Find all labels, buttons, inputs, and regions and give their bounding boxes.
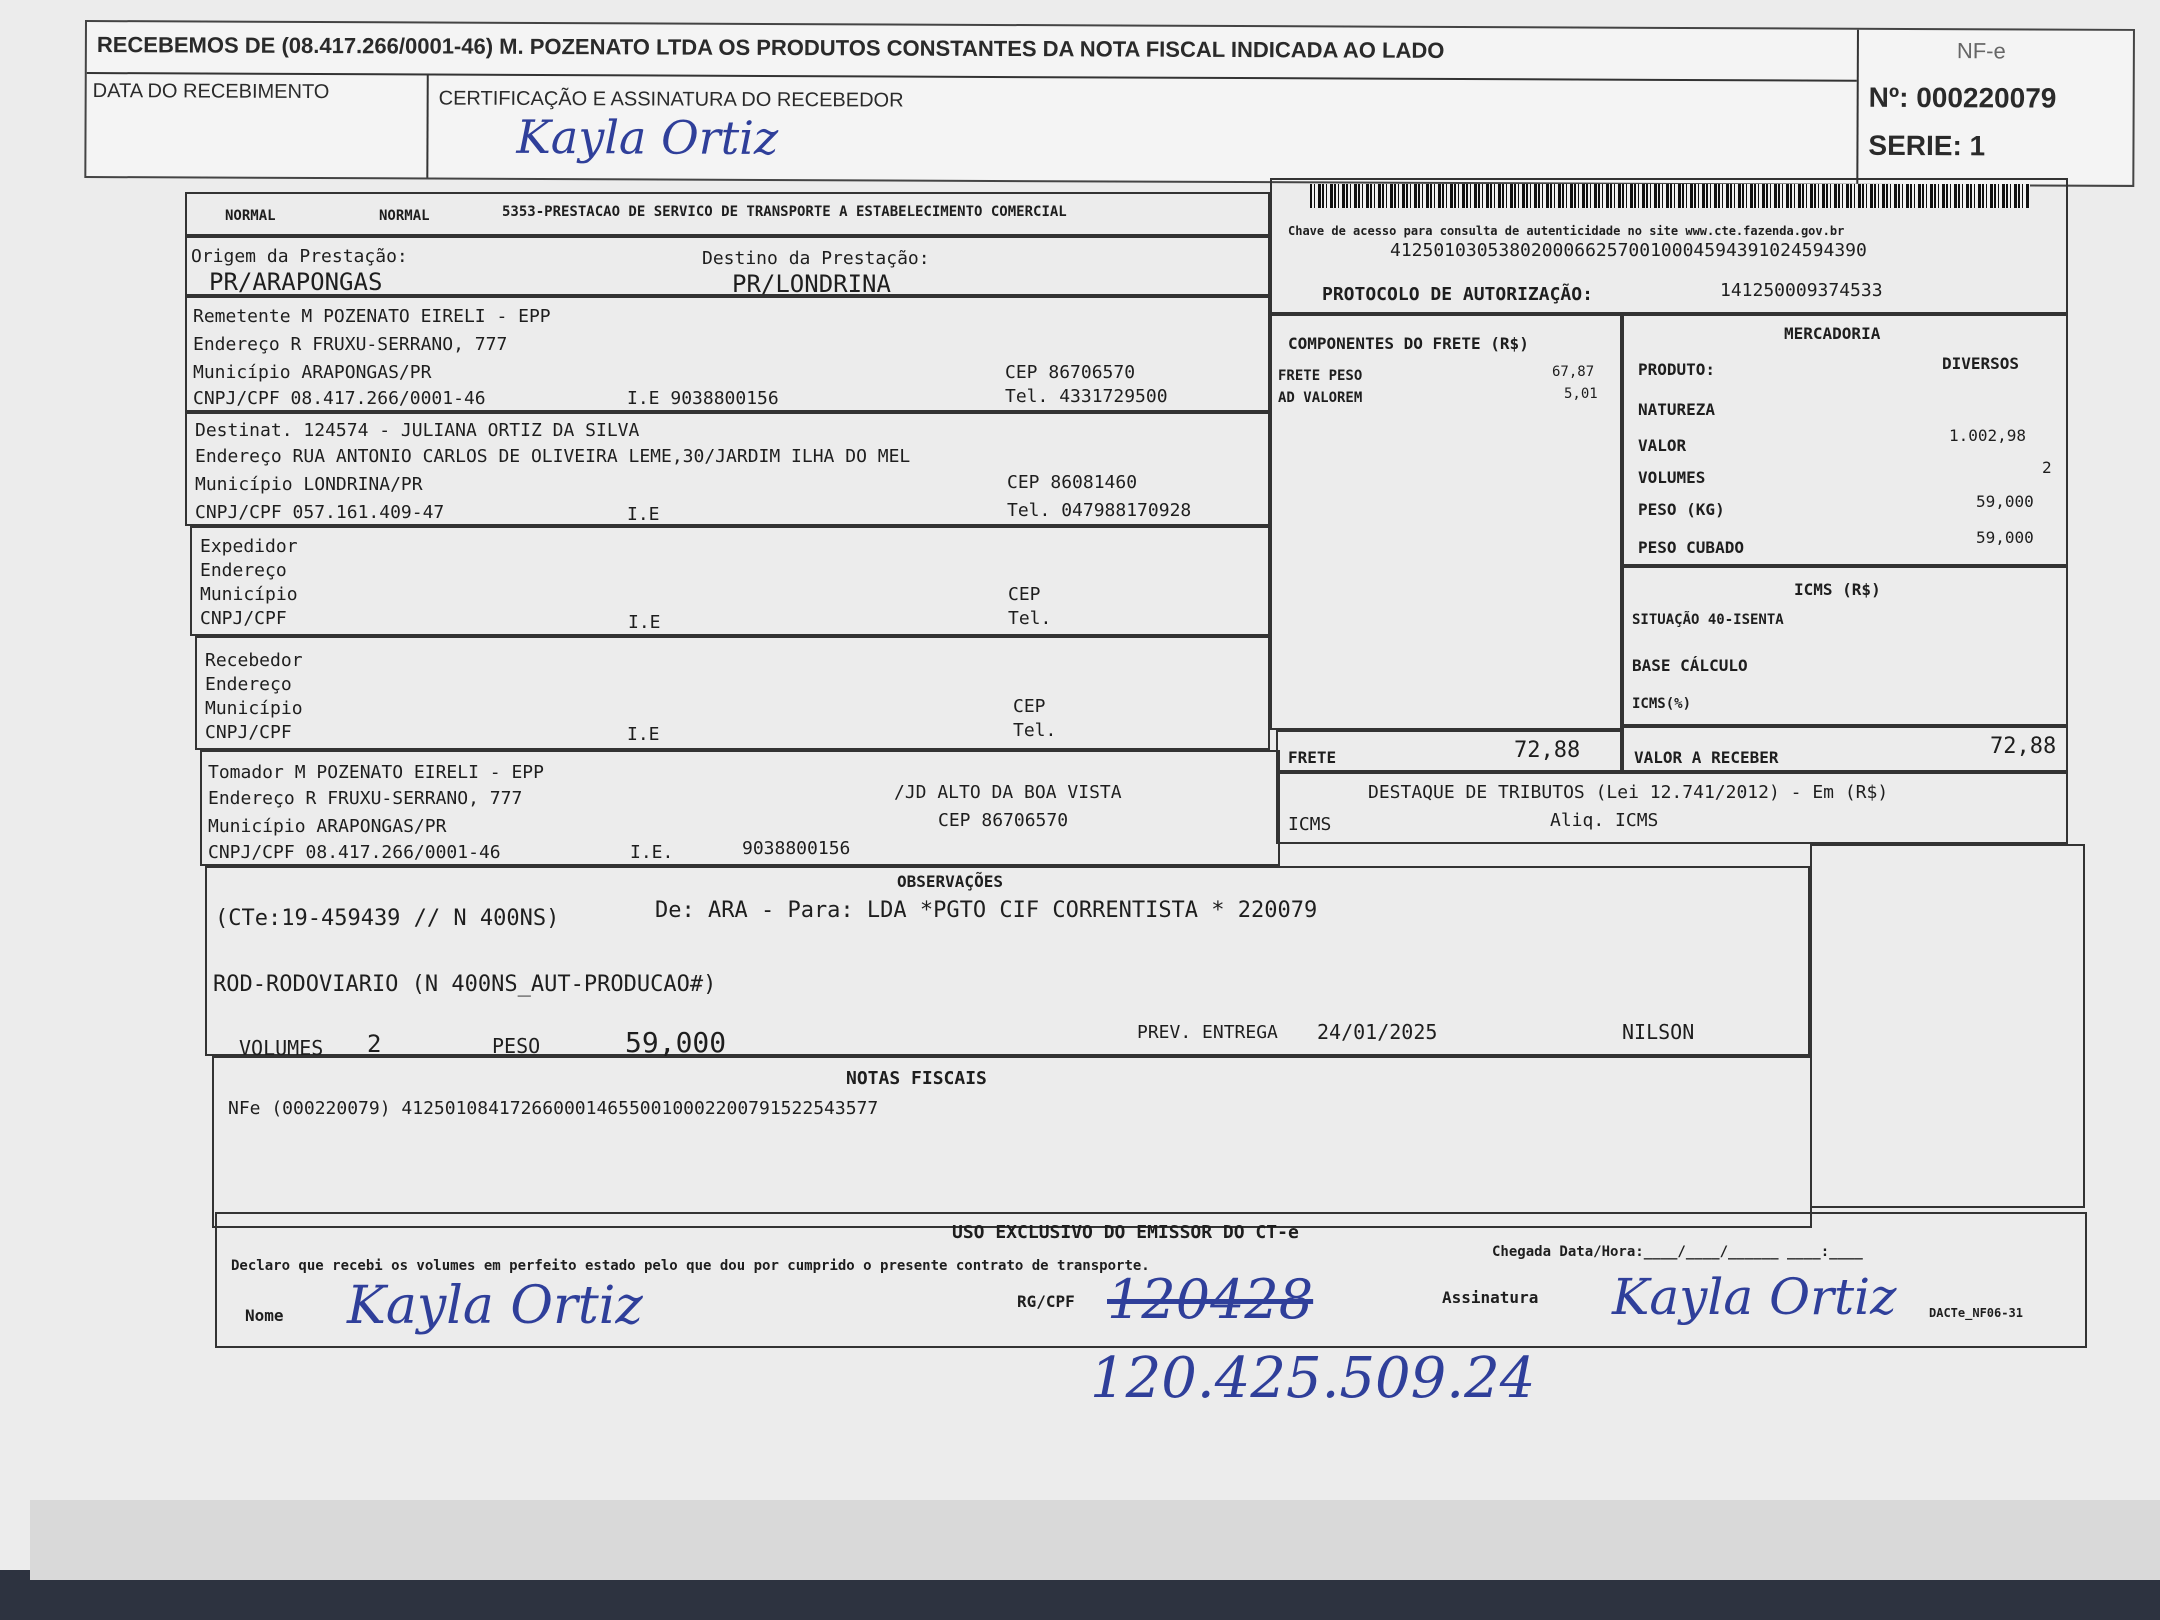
produto: DIVERSOS (1942, 354, 2020, 373)
remetente-cnpj: 08.417.266/0001-46 (290, 388, 486, 409)
remetente-ie-label: I.E (627, 388, 660, 409)
ad-valorem: 5,01 (1564, 386, 1598, 402)
expedidor-tel-label: Tel. (1008, 608, 1052, 629)
obs-volumes-label: VOLUMES (239, 1036, 324, 1060)
tomador-cnpj-label: CNPJ/CPF (208, 842, 295, 863)
produto-label: PRODUTO: (1638, 360, 1716, 379)
motorista: NILSON (1622, 1020, 1695, 1044)
destinatario-municipio: LONDRINA/PR (303, 474, 423, 495)
observacoes-box (205, 866, 1810, 1060)
notas-title: NOTAS FISCAIS (846, 1068, 987, 1089)
tomador-cep-label: CEP (938, 810, 971, 831)
destinatario-cnpj-label: CNPJ/CPF (195, 502, 282, 523)
frete-peso-label: FRETE PESO (1278, 368, 1363, 384)
remetente-tel: 4331729500 (1059, 386, 1168, 407)
volumes: 2 (2042, 458, 2052, 477)
barcode (1310, 184, 2030, 208)
remetente-cep: 86706570 (1048, 362, 1136, 383)
destinatario-nome: 124574 - JULIANA ORTIZ DA SILVA (303, 420, 640, 441)
rg-handwritten: 120428 (1107, 1268, 1314, 1331)
recebedor-end-label: Endereço (205, 674, 292, 695)
tipo-cte: NORMAL (225, 208, 276, 224)
peso-cubado: 59,000 (1976, 528, 2034, 547)
tomador-box (200, 750, 1280, 866)
receiver-signature: Kayla Ortiz (516, 109, 779, 166)
protocolo: 141250009374533 (1720, 280, 1883, 301)
nfe-number: Nº: 000220079 (1868, 81, 2057, 114)
remetente-municipio: ARAPONGAS/PR (301, 362, 432, 383)
tomador-cep: 86706570 (981, 810, 1069, 831)
tomador-cnpj: 08.417.266/0001-46 (305, 842, 501, 863)
destinatario-end-label: Endereço (195, 446, 282, 467)
cpf-handwritten: 120.425.509.24 (1090, 1346, 1536, 1411)
tomador-endereco: R FRUXU-SERRANO, 777 (305, 788, 523, 809)
volumes-label: VOLUMES (1638, 468, 1706, 487)
tomador-ie: 9038800156 (742, 838, 851, 859)
recebedor-mun-label: Município (205, 698, 303, 719)
expedidor-mun-label: Município (200, 584, 298, 605)
expedidor-end-label: Endereço (200, 560, 287, 581)
right-blank-box (1810, 844, 2085, 1208)
tributos-icms-label: ICMS (1288, 814, 1332, 835)
certificacao-label: CERTIFICAÇÃO E ASSINATURA DO RECEBEDOR (438, 87, 904, 112)
chave-acesso: 41250103053802000662570010004594391024594390 (1390, 240, 1867, 261)
recebedor-tel-label: Tel. (1013, 720, 1057, 741)
chegada-data-hora: Chegada Data/Hora:____/____/______ ____:____ (1492, 1244, 1863, 1260)
tomador-end-label: Endereço (208, 788, 295, 809)
obs-line1b: De: ARA - Para: LDA *PGTO CIF CORRENTISTA * 220079 (655, 898, 1318, 923)
valor: 1.002,98 (1949, 426, 2027, 445)
prestacao-box (185, 236, 1270, 296)
remetente-cnpj-label: CNPJ/CPF (193, 388, 280, 409)
cte-type-row (185, 192, 1270, 236)
tomador-nome: M POZENATO EIRELI - EPP (294, 762, 544, 783)
destino-label: Destino da Prestação: (702, 248, 930, 269)
expedidor-label: Expedidor (200, 536, 298, 557)
tipo-servico: NORMAL (379, 208, 430, 224)
obs-line1: (CTe:19-459439 // N 400NS) (215, 906, 560, 931)
recebedor-cep-label: CEP (1013, 696, 1046, 717)
frete-total-box (1276, 730, 1622, 772)
destinatario-cep: 86081460 (1050, 472, 1138, 493)
declaro: Declaro que recebi os volumes em perfeito estado pelo que dou por cumprido o presente contrato de transporte. (231, 1258, 1150, 1274)
receipt-header: RECEBEMOS DE (08.417.266/0001-46) M. POZENATO LTDA OS PRODUTOS CONSTANTES DA NOTA FISCAL INDICADA AO LADO (96, 32, 1445, 63)
componentes-title: COMPONENTES DO FRETE (R$) (1288, 334, 1529, 353)
frete-peso: 67,87 (1552, 364, 1595, 380)
nfe-serie: SERIE: 1 (1868, 129, 1986, 162)
natureza-label: NATUREZA (1638, 400, 1716, 419)
expedidor-cep-label: CEP (1008, 584, 1041, 605)
remetente-endereco: R FRUXU-SERRANO, 777 (290, 334, 508, 355)
origem: PR/ARAPONGAS (209, 268, 383, 296)
frete-total: 72,88 (1514, 738, 1581, 763)
destinatario-mun-label: Município (195, 474, 293, 495)
obs-peso-label: PESO (492, 1034, 541, 1058)
nfe-chave: NFe (000220079) 41250108417266000146550010002200791522543577 (228, 1098, 879, 1119)
uso-exclusivo-box (215, 1212, 2087, 1348)
destinatario-cnpj: 057.161.409-47 (292, 502, 445, 523)
chave-label: Chave de acesso para consulta de autenticidade no site www.cte.fazenda.gov.br (1288, 224, 1845, 238)
recebedor-cnpj-label: CNPJ/CPF (205, 722, 292, 743)
peso-label: PESO (KG) (1638, 500, 1725, 519)
remetente-end-label: Endereço (193, 334, 280, 355)
nfe-label: NF-e (1956, 38, 2006, 64)
mercadoria-box (1622, 314, 2068, 566)
icms-box (1622, 566, 2068, 726)
mercadoria-title: MERCADORIA (1784, 324, 1881, 343)
tomador-label: Tomador (208, 762, 284, 783)
remetente-cep-label: CEP (1005, 362, 1038, 383)
remetente-mun-label: Município (193, 362, 291, 383)
destinatario-cep-label: CEP (1007, 472, 1040, 493)
assinatura-signature: Kayla Ortiz (1612, 1268, 1897, 1326)
ad-valorem-label: AD VALOREM (1278, 390, 1363, 406)
rg-cpf-label: RG/CPF (1017, 1292, 1075, 1311)
destino: PR/LONDRINA (732, 270, 891, 298)
expedidor-ie-label: I.E (628, 612, 661, 633)
tributos-title: DESTAQUE DE TRIBUTOS (Lei 12.741/2012) - Em (R$) (1368, 782, 1889, 803)
notas-box (212, 1056, 1812, 1228)
nome-signature: Kayla Ortiz (347, 1276, 643, 1336)
prev-entrega-label: PREV. ENTREGA (1137, 1022, 1278, 1043)
destinatario-endereco: RUA ANTONIO CARLOS DE OLIVEIRA LEME,30/JARDIM ILHA DO MEL (292, 446, 911, 467)
assinatura-label: Assinatura (1442, 1288, 1539, 1307)
remetente-box (185, 296, 1270, 412)
nome-label: Nome (245, 1306, 284, 1325)
peso-cubado-label: PESO CUBADO (1638, 538, 1744, 557)
origem-label: Origem da Prestação: (191, 246, 408, 267)
icms-title: ICMS (R$) (1794, 580, 1881, 599)
obs-line2: ROD-RODOVIARIO (N 400NS_AUT-PRODUCAO#) (213, 972, 717, 997)
remetente-tel-label: Tel. (1005, 386, 1049, 407)
icms-situacao: SITUAÇÃO 40-ISENTA (1632, 612, 1784, 628)
uso-title: USO EXCLUSIVO DO EMISSOR DO CT-e (952, 1222, 1299, 1243)
tomador-ie-label: I.E. (630, 842, 674, 863)
expedidor-box (190, 526, 1270, 636)
frete-label: FRETE (1288, 748, 1337, 767)
data-recebimento-label: DATA DO RECEBIMENTO (92, 80, 330, 104)
valor-label: VALOR (1638, 436, 1687, 455)
receipt-stub (84, 20, 2135, 187)
recebedor-ie-label: I.E (627, 724, 660, 745)
destinatario-box (185, 412, 1270, 526)
destinatario-tel-label: Tel. (1007, 500, 1051, 521)
prev-entrega: 24/01/2025 (1317, 1020, 1438, 1044)
obs-volumes: 2 (367, 1030, 382, 1058)
valor-receber-label: VALOR A RECEBER (1634, 748, 1779, 767)
tomador-mun-label: Município (208, 816, 306, 837)
recebedor-label: Recebedor (205, 650, 303, 671)
tributos-aliq-label: Aliq. ICMS (1550, 810, 1659, 831)
obs-peso: 59,000 (625, 1026, 727, 1059)
icms-pct-label: ICMS(%) (1632, 696, 1692, 712)
peso: 59,000 (1976, 492, 2034, 511)
valor-receber-box (1622, 726, 2068, 772)
paper-edge (30, 1500, 2160, 1580)
destinatario-ie-label: I.E (627, 504, 660, 525)
destinatario-label: Destinat. (195, 420, 293, 441)
protocolo-label: PROTOCOLO DE AUTORIZAÇÃO: (1322, 284, 1593, 305)
form-code: DACTe_NF06-31 (1929, 1306, 2023, 1320)
remetente-label: Remetente (193, 306, 291, 327)
recebedor-box (195, 636, 1270, 750)
remetente-nome: M POZENATO EIRELI - EPP (301, 306, 551, 327)
tomador-bairro: /JD ALTO DA BOA VISTA (894, 782, 1122, 803)
valor-receber: 72,88 (1990, 734, 2057, 759)
observacoes-title: OBSERVAÇÕES (897, 872, 1003, 891)
destinatario-tel: 047988170928 (1061, 500, 1192, 521)
tributos-box (1276, 772, 2068, 844)
componentes-box (1270, 314, 1622, 730)
tomador-municipio: ARAPONGAS/PR (316, 816, 447, 837)
cfop: 5353-PRESTACAO DE SERVICO DE TRANSPORTE A ESTABELECIMENTO COMERCIAL (502, 204, 1067, 220)
base-calculo-label: BASE CÁLCULO (1632, 656, 1748, 675)
expedidor-cnpj-label: CNPJ/CPF (200, 608, 287, 629)
remetente-ie: 9038800156 (670, 388, 779, 409)
